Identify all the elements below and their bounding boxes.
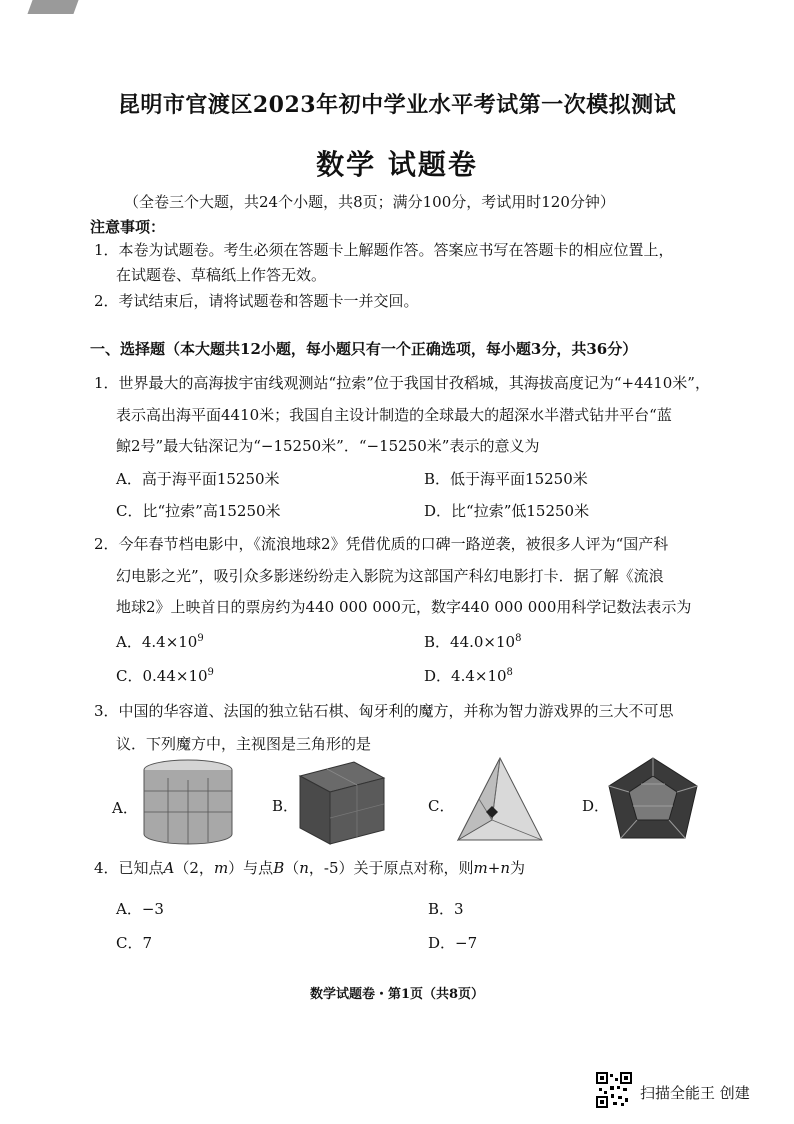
exam-title: 昆明市官渡区2023年初中学业水平考试第一次模拟测试 [117, 92, 677, 118]
notice-item-1-cont: 在试题卷、草稿纸上作答无效。 [116, 266, 327, 284]
notice-item-1: 1．本卷为试题卷。考生必须在答题卡上解题作答。答案应书写在答题卡的相应位置上， [94, 241, 674, 259]
q3-option-c-label: C． [428, 797, 455, 815]
notice-heading: 注意事项： [90, 218, 166, 236]
q2-line-2: 幻电影之光”，吸引众多影迷纷纷走入影院为这部国产科幻电影打卡．据了解《流浪 [116, 567, 664, 585]
q4-option-d: D．−7 [428, 934, 478, 952]
exam-subtitle: 数学 试题卷 [316, 148, 478, 181]
scan-corner-mark [27, 0, 78, 14]
q1-line-3: 鲸2号”最大钻深记为“−15250米”．“−15250米”表示的意义为 [116, 437, 540, 455]
pyramid-puzzle-figure [452, 754, 548, 846]
q1-option-a: A．高于海平面15250米 [116, 470, 280, 488]
q2-option-c: C．$0.44\times 10^9$ [116, 667, 214, 685]
q2-line-3: 地球2》上映首日的票房约为440 000 000元，数字440 000 000用科学记数法表示为 [116, 598, 692, 616]
q4-option-c: C．7 [116, 934, 153, 952]
section-1-heading: 一、选择题（本大题共12小题，每小题只有一个正确选项，每小题3分，共36分） [90, 340, 638, 358]
q2-option-b: B．$44.0\times 10^8$ [424, 633, 522, 651]
exam-info: （全卷三个大题，共24个小题，共8页；满分100分，考试用时120分钟） [124, 193, 615, 211]
q3-option-a-label: A． [112, 799, 138, 817]
q1-option-d: D．比“拉索”低15250米 [424, 502, 590, 520]
notice-item-2: 2．考试结束后，请将试题卷和答题卡一并交回。 [94, 292, 419, 310]
q1-option-c: C．比“拉索”高15250米 [116, 502, 281, 520]
q1-line-1: 1．世界最大的高海拔宇宙线观测站“拉索”位于我国甘孜稻城，其海拔高度记为“+4410米”， [94, 374, 710, 392]
q3-line-1: 3．中国的华容道、法国的独立钻石棋、匈牙利的魔方，并称为智力游戏界的三大不可思 [94, 702, 674, 720]
q1-line-2: 表示高出海平面4410米；我国自主设计制造的全球最大的超深水半潜式钻井平台“蓝 [116, 406, 672, 424]
cylinder-cube-figure [138, 758, 238, 848]
q3-line-2: 议．下列魔方中，主视图是三角形的是 [116, 735, 372, 753]
q1-option-b: B．低于海平面15250米 [424, 470, 588, 488]
q4-stem: 4．已知点A（2，m）与点B（n，-5）关于原点对称，则m+n为 [94, 859, 525, 877]
q3-option-d-label: D． [582, 797, 610, 815]
q4-option-a: A．−3 [116, 900, 164, 918]
scanner-watermark: 扫描全能王 创建 [640, 1084, 750, 1102]
q3-option-b-label: B． [272, 797, 299, 815]
q2-option-d: D．$4.4\times 10^8$ [424, 667, 513, 685]
qr-code-icon [596, 1072, 632, 1108]
page-footer: 数学试题卷・第1页（共8页） [309, 987, 485, 1002]
megaminx-figure [605, 756, 701, 848]
q2-line-1: 2．今年春节档电影中，《流浪地球2》凭借优质的口碑一路逆袭，被很多人评为“国产科 [94, 535, 669, 553]
q2-option-a: A．$4.4\times 10^9$ [116, 633, 204, 651]
q4-option-b: B．3 [428, 900, 464, 918]
cube-puzzle-figure [296, 758, 388, 846]
